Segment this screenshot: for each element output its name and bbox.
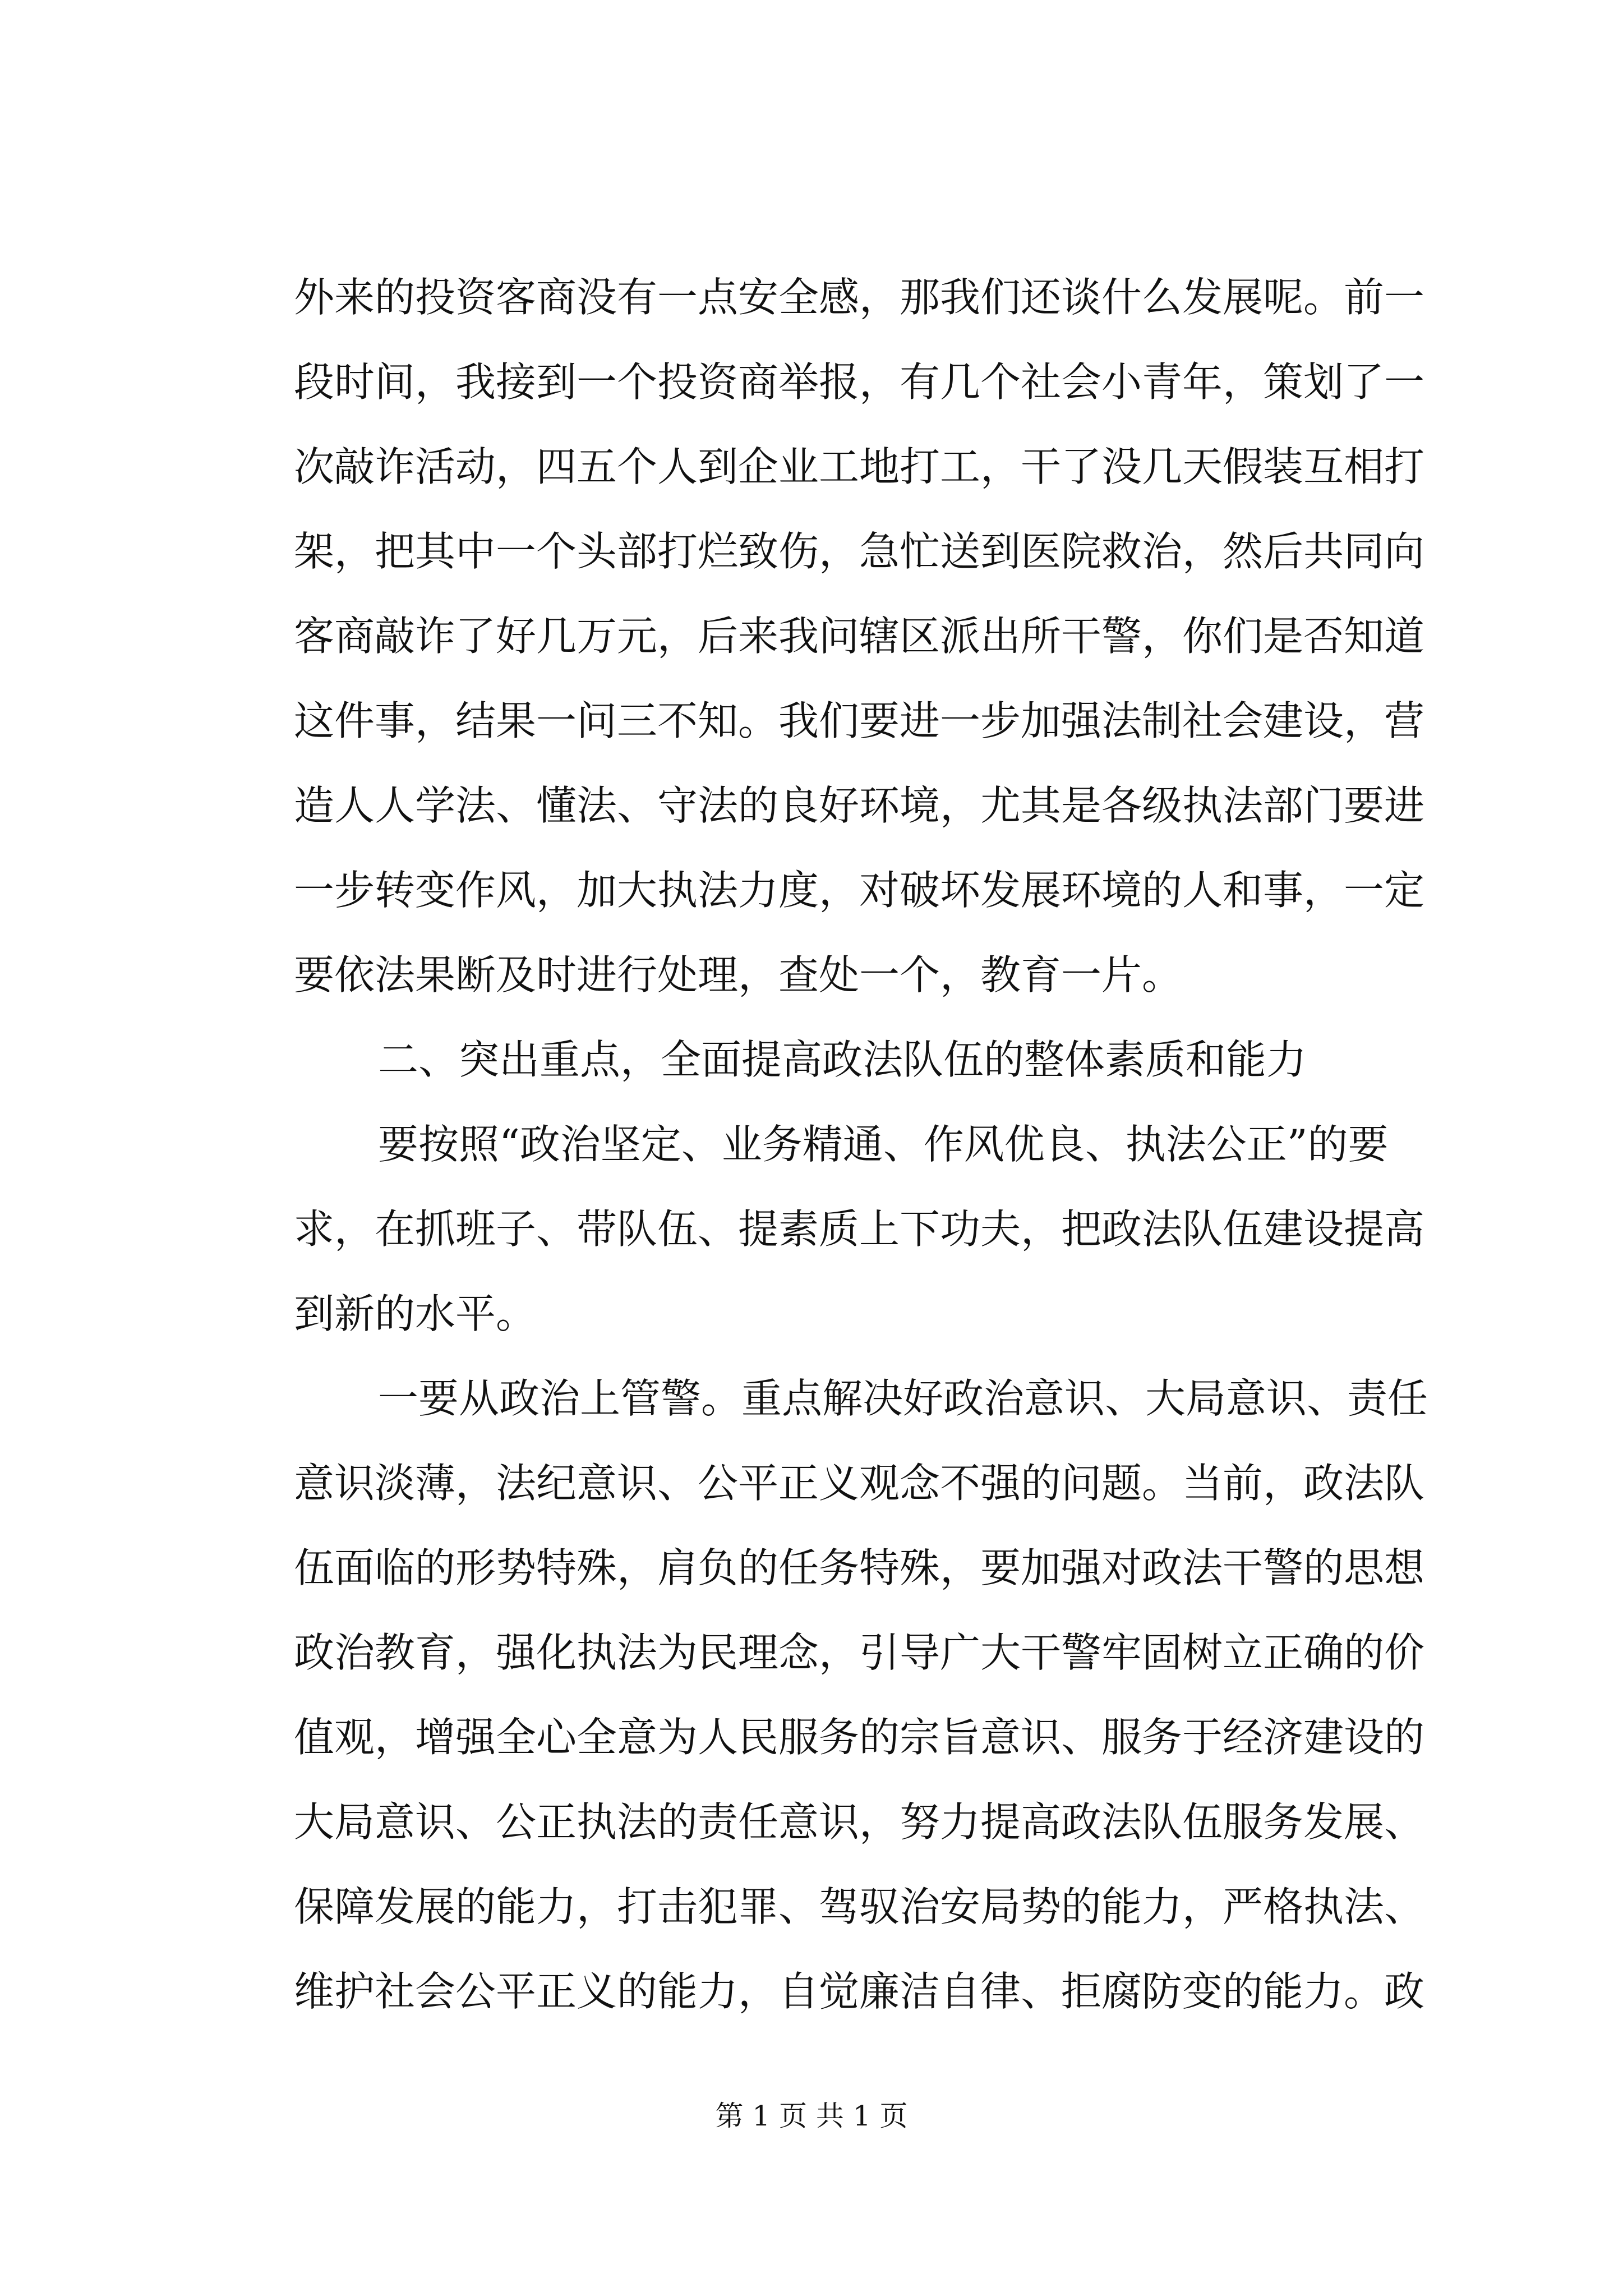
text-line: 保障发展的能力，打击犯罪、驾驭治安局势的能力，严格执法、 (294, 1883, 1425, 1930)
section-heading: 二、突出重点，全面提高政法队伍的整体素质和能力 (378, 1036, 1307, 1083)
text-line: 伍面临的形势特殊，肩负的任务特殊，要加强对政法干警的思想 (294, 1544, 1425, 1591)
text-line: 一要从政治上管警。重点解决好政治意识、大局意识、责任 (378, 1375, 1428, 1422)
text-line: 次敲诈活动，四五个人到企业工地打工，干了没几天假装互相打 (294, 443, 1425, 490)
text-line: 一步转变作风，加大执法力度，对破坏发展环境的人和事，一定 (294, 867, 1425, 914)
text-line: 到新的水平。 (294, 1290, 537, 1337)
text-line: 意识淡薄，法纪意识、公平正义观念不强的问题。当前，政法队 (294, 1460, 1425, 1507)
body-text (294, 255, 1428, 2034)
page-number-label: 第 1 页 共 1 页 (715, 2100, 908, 2132)
text-line: 值观，增强全心全意为人民服务的宗旨意识、服务于经济建设的 (294, 1714, 1425, 1761)
text-line: 求，在抓班子、带队伍、提素质上下功夫，把政法队伍建设提高 (294, 1205, 1425, 1253)
text-line: 大局意识、公正执法的责任意识，努力提高政法队伍服务发展、 (294, 1798, 1425, 1846)
text-line: 要按照“政治坚定、业务精通、作风优良、执法公正”的要 (378, 1121, 1389, 1168)
text-line: 造人人学法、懂法、守法的良好环境，尤其是各级执法部门要进 (294, 782, 1425, 829)
text-line: 客商敲诈了好几万元，后来我问辖区派出所干警，你们是否知道 (294, 613, 1425, 660)
text-line: 政治教育，强化执法为民理念，引导广大干警牢固树立正确的价 (294, 1629, 1425, 1676)
page-footer (0, 2093, 1623, 2138)
text-line: 这件事，结果一问三不知。我们要进一步加强法制社会建设，营 (294, 697, 1425, 744)
text-line: 外来的投资客商没有一点安全感，那我们还谈什么发展呢。前一 (294, 274, 1425, 321)
text-line: 段时间，我接到一个投资商举报，有几个社会小青年，策划了一 (294, 358, 1425, 406)
text-line: 要依法果断及时进行处理，查处一个，教育一片。 (294, 951, 1183, 999)
text-line: 维护社会公平正义的能力，自觉廉洁自律、拒腐防变的能力。政 (294, 1968, 1425, 2015)
text-line: 架，把其中一个头部打烂致伤，急忙送到医院救治，然后共同向 (294, 528, 1425, 575)
